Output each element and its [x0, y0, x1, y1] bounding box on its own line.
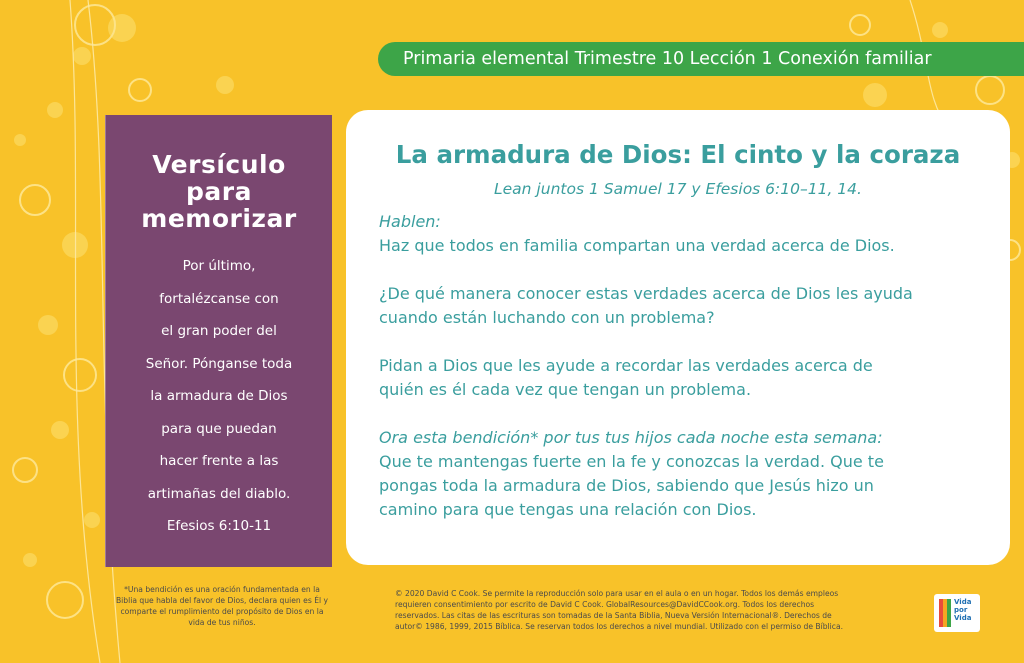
card-title: La armadura de Dios: El cinto y la coraza — [395, 140, 961, 169]
card-body — [379, 210, 979, 522]
logo-text-line: Vida — [954, 598, 972, 606]
logo-text — [954, 598, 980, 622]
footnote-line: comparte el rumplimiento del propósito de Dios en la — [120, 607, 324, 616]
question-line: cuando están luchando con un problema? — [379, 308, 715, 327]
memory-verse-text — [134, 250, 304, 543]
memory-verse-line: el gran poder del — [161, 323, 277, 339]
memory-verse-line: artimañas del diablo. — [147, 485, 291, 502]
logo-text-line: Vida — [954, 614, 972, 622]
memory-verse-line: Por último, — [182, 258, 256, 274]
memory-verse-panel — [105, 115, 332, 567]
memory-verse-title — [106, 151, 332, 232]
prayer-line: quién es él cada vez que tengan un problema. — [379, 380, 752, 399]
footnote-line: *Una bendición es una oración fundamentada en la — [124, 585, 320, 594]
copyright-notice — [395, 588, 930, 632]
copyright-line: © 2020 David C Cook. Se permite la reproducción solo para usar en el aula o en un hogar. Todos los demás empleos — [395, 589, 839, 598]
memory-verse-line: Señor. Pónganse toda — [145, 355, 293, 372]
memory-verse-title-line2: para — [186, 177, 252, 206]
memory-verse-title-line3: memorizar — [141, 204, 297, 233]
copyright-line: autor© 1986, 1999, 2015 Bíblica. Se reservan todos los derechos a nivel mundial. Utilizado con el permiso de Bíblica. — [395, 622, 844, 631]
prayer-line: Pidan a Dios que les ayude a recordar las verdades acerca de — [379, 356, 873, 375]
family-activity-card — [346, 110, 1010, 565]
copyright-line: reservados. Las citas de las escrituras son tomadas de la Santa Biblia, Nueva Versión Internacional®. Derechos de — [395, 611, 832, 620]
blessing-intro: Ora esta bendición* por tus tus hijos cada noche esta semana: — [379, 428, 883, 447]
memory-verse-line: hacer frente a las — [159, 453, 279, 469]
logo-text-line: por — [954, 606, 968, 614]
vida-por-vida-logo — [934, 594, 980, 632]
talk-label: Hablen: — [379, 212, 441, 231]
footnote-line: vida de tus niños. — [188, 618, 256, 627]
logo-stripes-icon — [939, 599, 951, 627]
lesson-banner: Primaria elemental Trimestre 10 Lección 1 Conexión familiar — [378, 42, 1024, 76]
blessing-line: Que te mantengas fuerte en la fe y conozcas la verdad. Que te — [379, 452, 884, 471]
blessing-line: pongas toda la armadura de Dios, sabiendo que Jesús hizo un — [379, 476, 874, 495]
footnote-line: Biblia que habla del favor de Dios, declara quien es Él y — [115, 596, 329, 605]
blessing-footnote — [108, 584, 336, 628]
memory-verse-line: para que puedan — [161, 420, 277, 437]
memory-verse-reference: Efesios 6:10-11 — [166, 518, 272, 534]
memory-verse-title-line1: Versículo — [152, 150, 286, 179]
card-subtitle: Lean juntos 1 Samuel 17 y Efesios 6:10–11, 14. — [494, 180, 862, 198]
memory-verse-line: la armadura de Dios — [150, 388, 288, 404]
memory-verse-line: fortalézcanse con — [159, 290, 279, 307]
copyright-line: requieren consentimiento por escrito de David C Cook. GlobalResources@DavidCCook.org. Todos los derechos — [395, 600, 815, 609]
blessing-line: camino para que tengas una relación con Dios. — [379, 500, 757, 519]
question-line: ¿De qué manera conocer estas verdades acerca de Dios les ayuda — [379, 284, 913, 303]
talk-text: Haz que todos en familia compartan una verdad acerca de Dios. — [379, 236, 895, 255]
